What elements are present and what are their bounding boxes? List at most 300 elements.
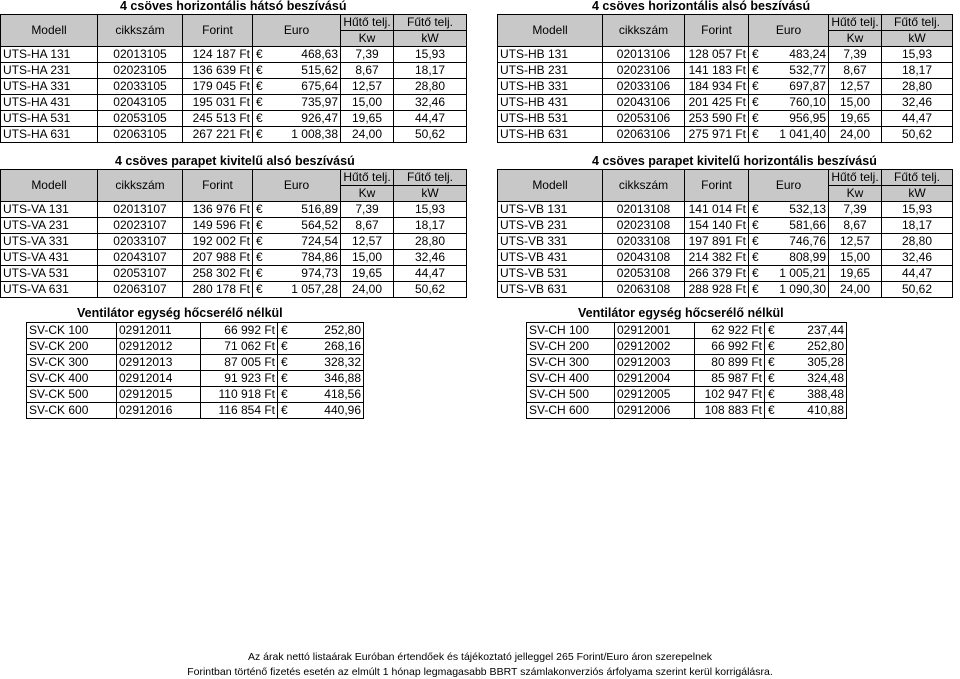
code-cell: 02043105	[98, 95, 183, 111]
euro-cell	[765, 355, 847, 371]
cooling-cell: 12,57	[341, 79, 394, 95]
euro-value: 724,54	[301, 234, 338, 248]
code-cell: 02063106	[603, 127, 685, 143]
euro-cell	[253, 218, 341, 234]
model-cell: SV-CH 100	[527, 323, 615, 339]
model-cell: UTS-VA 131	[1, 202, 98, 218]
model-cell: UTS-HA 331	[1, 79, 98, 95]
header-modell: Modell	[1, 170, 98, 202]
footer-note-1: Az árak nettó listaárak Euróban értendőek és tájékoztató jelleggel 265 Forint/Euro áron szerepelnek	[247, 651, 713, 663]
table-row	[1, 63, 467, 79]
euro-value: 808,99	[789, 250, 826, 264]
euro-cell	[749, 250, 829, 266]
euro-cell	[253, 282, 341, 298]
forint-cell: 102 947 Ft	[695, 387, 765, 403]
euro-cell	[765, 403, 847, 419]
code-cell: 02912006	[615, 403, 695, 419]
header-modell: Modell	[498, 170, 603, 202]
model-cell: UTS-HB 131	[498, 47, 603, 63]
table-row	[1, 202, 467, 218]
table-title-ha: 4 csöves horizontális hátsó beszívású	[120, 0, 347, 13]
heating-cell: 32,46	[394, 250, 467, 266]
heating-cell: 15,93	[882, 202, 953, 218]
euro-value: 784,86	[301, 250, 338, 264]
code-cell: 02912002	[615, 339, 695, 355]
footer-note-2: Forintban történő fizetés esetén az elmúlt 1 hónap legmagasabb BBRT számlakonverziós árfolyama szerint kerül korrigálásra.	[187, 666, 773, 678]
euro-symbol: €	[281, 323, 288, 337]
heating-cell: 18,17	[394, 63, 467, 79]
header-unit-huto: Kw	[829, 186, 882, 202]
model-cell: UTS-HB 631	[498, 127, 603, 143]
model-cell: SV-CH 300	[527, 355, 615, 371]
euro-symbol: €	[256, 282, 263, 296]
code-cell: 02033108	[603, 234, 685, 250]
euro-symbol: €	[768, 371, 775, 385]
euro-value: 735,97	[301, 95, 338, 109]
forint-cell: 207 988 Ft	[183, 250, 253, 266]
euro-value: 746,76	[789, 234, 826, 248]
euro-symbol: €	[752, 234, 759, 248]
euro-value: 974,73	[301, 266, 338, 280]
euro-cell	[253, 266, 341, 282]
heating-cell: 18,17	[394, 218, 467, 234]
euro-value: 305,28	[807, 355, 844, 369]
header-unit-huto: Kw	[341, 186, 394, 202]
forint-cell: 192 002 Ft	[183, 234, 253, 250]
forint-cell: 197 891 Ft	[685, 234, 749, 250]
header-forint: Forint	[183, 15, 253, 47]
euro-cell	[253, 47, 341, 63]
table-row	[527, 371, 847, 387]
euro-cell	[253, 234, 341, 250]
cooling-cell: 19,65	[341, 266, 394, 282]
euro-symbol: €	[752, 127, 759, 141]
forint-cell: 184 934 Ft	[685, 79, 749, 95]
euro-value: 760,10	[789, 95, 826, 109]
heating-cell: 32,46	[394, 95, 467, 111]
heating-cell: 32,46	[882, 250, 953, 266]
code-cell: 02053108	[603, 266, 685, 282]
forint-cell: 66 992 Ft	[201, 323, 278, 339]
table-row	[498, 218, 953, 234]
model-cell: SV-CH 600	[527, 403, 615, 419]
euro-symbol: €	[752, 95, 759, 109]
cooling-cell: 19,65	[829, 266, 882, 282]
table-row	[27, 403, 364, 419]
cooling-cell: 7,39	[341, 47, 394, 63]
euro-value: 324,48	[807, 371, 844, 385]
euro-symbol: €	[256, 127, 263, 141]
forint-cell: 91 923 Ft	[201, 371, 278, 387]
euro-value: 328,32	[324, 355, 361, 369]
heating-cell: 28,80	[882, 79, 953, 95]
code-cell: 02013107	[98, 202, 183, 218]
heating-cell: 32,46	[882, 95, 953, 111]
table-row	[1, 95, 467, 111]
euro-cell	[749, 95, 829, 111]
model-cell: UTS-HA 231	[1, 63, 98, 79]
table-row	[27, 371, 364, 387]
euro-cell	[253, 95, 341, 111]
euro-cell	[749, 79, 829, 95]
forint-cell: 141 014 Ft	[685, 202, 749, 218]
code-cell: 02912004	[615, 371, 695, 387]
table-row	[498, 127, 953, 143]
euro-symbol: €	[281, 387, 288, 401]
code-cell: 02063105	[98, 127, 183, 143]
euro-value: 346,88	[324, 371, 361, 385]
header-futo: Fűtő telj.	[394, 170, 467, 186]
header-cikkszam: cikkszám	[98, 170, 183, 202]
table-row	[27, 387, 364, 403]
cooling-cell: 7,39	[829, 202, 882, 218]
forint-cell: 136 976 Ft	[183, 202, 253, 218]
euro-symbol: €	[256, 95, 263, 109]
heating-cell: 44,47	[882, 111, 953, 127]
euro-cell	[253, 250, 341, 266]
header-cikkszam: cikkszám	[603, 15, 685, 47]
euro-value: 581,66	[789, 218, 826, 232]
euro-symbol: €	[256, 63, 263, 77]
header-futo: Fűtő telj.	[882, 170, 953, 186]
table-row	[1, 79, 467, 95]
model-cell: SV-CK 300	[27, 355, 117, 371]
euro-symbol: €	[256, 266, 263, 280]
price-table-ch	[526, 322, 847, 419]
price-table-hb	[497, 14, 953, 143]
forint-cell: 110 918 Ft	[201, 387, 278, 403]
euro-symbol: €	[752, 282, 759, 296]
forint-cell: 66 992 Ft	[695, 339, 765, 355]
forint-cell: 80 899 Ft	[695, 355, 765, 371]
forint-cell: 179 045 Ft	[183, 79, 253, 95]
table-row	[498, 282, 953, 298]
euro-symbol: €	[752, 79, 759, 93]
heating-cell: 28,80	[394, 234, 467, 250]
model-cell: UTS-HB 431	[498, 95, 603, 111]
table-row	[27, 355, 364, 371]
table-row	[27, 339, 364, 355]
header-unit-futo: kW	[882, 186, 953, 202]
euro-cell	[765, 339, 847, 355]
code-cell: 02023107	[98, 218, 183, 234]
cooling-cell: 8,67	[829, 63, 882, 79]
code-cell: 02023105	[98, 63, 183, 79]
model-cell: SV-CH 200	[527, 339, 615, 355]
table-title-ck: Ventilátor egység hőcserélő nélkül	[77, 306, 283, 320]
cooling-cell: 19,65	[341, 111, 394, 127]
table-row	[527, 387, 847, 403]
euro-value: 468,63	[301, 47, 338, 61]
euro-cell	[278, 403, 364, 419]
header-huto: Hűtő telj.	[829, 170, 882, 186]
code-cell: 02053107	[98, 266, 183, 282]
euro-symbol: €	[752, 250, 759, 264]
header-unit-futo: kW	[394, 186, 467, 202]
header-unit-futo: kW	[882, 31, 953, 47]
forint-cell: 62 922 Ft	[695, 323, 765, 339]
euro-value: 532,77	[789, 63, 826, 77]
forint-cell: 245 513 Ft	[183, 111, 253, 127]
heating-cell: 44,47	[394, 111, 467, 127]
code-cell: 02043106	[603, 95, 685, 111]
euro-cell	[749, 234, 829, 250]
forint-cell: 87 005 Ft	[201, 355, 278, 371]
table-row	[1, 282, 467, 298]
euro-value: 516,89	[301, 202, 338, 216]
code-cell: 02912001	[615, 323, 695, 339]
euro-symbol: €	[256, 202, 263, 216]
heating-cell: 50,62	[882, 127, 953, 143]
code-cell: 02063108	[603, 282, 685, 298]
forint-cell: 288 928 Ft	[685, 282, 749, 298]
model-cell: UTS-VB 431	[498, 250, 603, 266]
model-cell: UTS-HA 631	[1, 127, 98, 143]
euro-cell	[749, 282, 829, 298]
model-cell: UTS-VA 231	[1, 218, 98, 234]
header-modell: Modell	[498, 15, 603, 47]
model-cell: UTS-VB 531	[498, 266, 603, 282]
euro-symbol: €	[752, 111, 759, 125]
model-cell: SV-CK 500	[27, 387, 117, 403]
euro-cell	[278, 355, 364, 371]
code-cell: 02043108	[603, 250, 685, 266]
euro-symbol: €	[256, 234, 263, 248]
forint-cell: 116 854 Ft	[201, 403, 278, 419]
header-euro: Euro	[749, 15, 829, 47]
model-cell: UTS-HA 131	[1, 47, 98, 63]
code-cell: 02023108	[603, 218, 685, 234]
heating-cell: 28,80	[882, 234, 953, 250]
table-row	[1, 127, 467, 143]
model-cell: UTS-HA 431	[1, 95, 98, 111]
table-title-hb: 4 csöves horizontális alsó beszívású	[592, 0, 811, 13]
cooling-cell: 24,00	[341, 127, 394, 143]
euro-symbol: €	[752, 266, 759, 280]
euro-symbol: €	[256, 111, 263, 125]
table-row	[498, 202, 953, 218]
euro-value: 675,64	[301, 79, 338, 93]
cooling-cell: 12,57	[829, 79, 882, 95]
euro-symbol: €	[256, 218, 263, 232]
euro-value: 1 005,21	[779, 266, 826, 280]
forint-cell: 85 987 Ft	[695, 371, 765, 387]
euro-value: 440,96	[324, 403, 361, 417]
model-cell: SV-CK 600	[27, 403, 117, 419]
forint-cell: 141 183 Ft	[685, 63, 749, 79]
euro-value: 956,95	[789, 111, 826, 125]
forint-cell: 214 382 Ft	[685, 250, 749, 266]
header-unit-huto: Kw	[341, 31, 394, 47]
header-forint: Forint	[685, 170, 749, 202]
price-table-va	[0, 169, 467, 298]
model-cell: SV-CK 400	[27, 371, 117, 387]
table-row	[498, 234, 953, 250]
table-row	[498, 47, 953, 63]
euro-symbol: €	[752, 218, 759, 232]
cooling-cell: 15,00	[341, 95, 394, 111]
euro-symbol: €	[752, 202, 759, 216]
euro-cell	[765, 323, 847, 339]
euro-value: 1 041,40	[779, 127, 826, 141]
cooling-cell: 7,39	[341, 202, 394, 218]
table-row	[498, 79, 953, 95]
header-huto: Hűtő telj.	[829, 15, 882, 31]
euro-value: 418,56	[324, 387, 361, 401]
model-cell: UTS-HB 331	[498, 79, 603, 95]
forint-cell: 154 140 Ft	[685, 218, 749, 234]
header-euro: Euro	[253, 15, 341, 47]
forint-cell: 195 031 Ft	[183, 95, 253, 111]
code-cell: 02912016	[117, 403, 201, 419]
table-row	[527, 403, 847, 419]
code-cell: 02043107	[98, 250, 183, 266]
code-cell: 02912012	[117, 339, 201, 355]
price-table-vb	[497, 169, 953, 298]
cooling-cell: 8,67	[829, 218, 882, 234]
euro-cell	[749, 47, 829, 63]
heating-cell: 18,17	[882, 218, 953, 234]
code-cell: 02053105	[98, 111, 183, 127]
forint-cell: 258 302 Ft	[183, 266, 253, 282]
table-row	[498, 111, 953, 127]
cooling-cell: 8,67	[341, 218, 394, 234]
cooling-cell: 8,67	[341, 63, 394, 79]
euro-value: 1 008,38	[291, 127, 338, 141]
heating-cell: 50,62	[394, 127, 467, 143]
euro-cell	[765, 371, 847, 387]
table-row	[498, 95, 953, 111]
table-row	[527, 339, 847, 355]
table-row	[1, 218, 467, 234]
table-title-vb: 4 csöves parapet kivitelű horizontális beszívású	[592, 154, 877, 168]
heating-cell: 15,93	[394, 47, 467, 63]
table-row	[27, 323, 364, 339]
header-huto: Hűtő telj.	[341, 15, 394, 31]
header-futo: Fűtő telj.	[394, 15, 467, 31]
code-cell: 02013106	[603, 47, 685, 63]
euro-symbol: €	[768, 403, 775, 417]
euro-cell	[253, 63, 341, 79]
cooling-cell: 24,00	[341, 282, 394, 298]
forint-cell: 253 590 Ft	[685, 111, 749, 127]
forint-cell: 266 379 Ft	[685, 266, 749, 282]
euro-symbol: €	[768, 387, 775, 401]
heating-cell: 44,47	[394, 266, 467, 282]
euro-symbol: €	[768, 339, 775, 353]
table-row	[1, 111, 467, 127]
euro-value: 926,47	[301, 111, 338, 125]
cooling-cell: 12,57	[341, 234, 394, 250]
model-cell: UTS-VA 631	[1, 282, 98, 298]
cooling-cell: 7,39	[829, 47, 882, 63]
header-euro: Euro	[749, 170, 829, 202]
header-unit-futo: kW	[394, 31, 467, 47]
price-table-ha	[0, 14, 467, 143]
table-row	[1, 47, 467, 63]
euro-symbol: €	[281, 371, 288, 385]
euro-cell	[278, 387, 364, 403]
model-cell: UTS-HB 531	[498, 111, 603, 127]
code-cell: 02033106	[603, 79, 685, 95]
euro-symbol: €	[281, 339, 288, 353]
heating-cell: 44,47	[882, 266, 953, 282]
euro-symbol: €	[256, 79, 263, 93]
euro-value: 388,48	[807, 387, 844, 401]
header-unit-huto: Kw	[829, 31, 882, 47]
model-cell: UTS-HA 531	[1, 111, 98, 127]
euro-value: 410,88	[807, 403, 844, 417]
model-cell: UTS-VB 631	[498, 282, 603, 298]
model-cell: UTS-VB 331	[498, 234, 603, 250]
cooling-cell: 24,00	[829, 127, 882, 143]
code-cell: 02912014	[117, 371, 201, 387]
euro-value: 268,16	[324, 339, 361, 353]
code-cell: 02912005	[615, 387, 695, 403]
euro-cell	[253, 79, 341, 95]
heating-cell: 15,93	[394, 202, 467, 218]
euro-value: 237,44	[807, 323, 844, 337]
euro-cell	[253, 202, 341, 218]
model-cell: SV-CH 500	[527, 387, 615, 403]
euro-value: 483,24	[789, 47, 826, 61]
header-huto: Hűtő telj.	[341, 170, 394, 186]
euro-cell	[749, 111, 829, 127]
cooling-cell: 15,00	[829, 95, 882, 111]
euro-symbol: €	[256, 47, 263, 61]
table-row	[1, 234, 467, 250]
header-modell: Modell	[1, 15, 98, 47]
code-cell: 02912013	[117, 355, 201, 371]
table-row	[1, 266, 467, 282]
euro-symbol: €	[256, 250, 263, 264]
table-row	[527, 323, 847, 339]
euro-cell	[278, 371, 364, 387]
forint-cell: 149 596 Ft	[183, 218, 253, 234]
euro-symbol: €	[752, 47, 759, 61]
model-cell: UTS-VB 231	[498, 218, 603, 234]
forint-cell: 128 057 Ft	[685, 47, 749, 63]
model-cell: SV-CK 200	[27, 339, 117, 355]
heating-cell: 28,80	[394, 79, 467, 95]
euro-cell	[749, 218, 829, 234]
forint-cell: 201 425 Ft	[685, 95, 749, 111]
header-euro: Euro	[253, 170, 341, 202]
model-cell: UTS-VB 131	[498, 202, 603, 218]
cooling-cell: 24,00	[829, 282, 882, 298]
table-row	[1, 250, 467, 266]
code-cell: 02013108	[603, 202, 685, 218]
euro-cell	[749, 63, 829, 79]
table-row	[498, 266, 953, 282]
header-forint: Forint	[685, 15, 749, 47]
euro-cell	[253, 127, 341, 143]
code-cell: 02912015	[117, 387, 201, 403]
model-cell: UTS-VA 531	[1, 266, 98, 282]
cooling-cell: 19,65	[829, 111, 882, 127]
table-title-va: 4 csöves parapet kivitelű alsó beszívású	[115, 154, 355, 168]
forint-cell: 124 187 Ft	[183, 47, 253, 63]
euro-cell	[749, 202, 829, 218]
cooling-cell: 15,00	[829, 250, 882, 266]
table-row	[527, 355, 847, 371]
euro-value: 1 057,28	[291, 282, 338, 296]
header-cikkszam: cikkszám	[603, 170, 685, 202]
price-table-ck	[26, 322, 364, 419]
code-cell: 02013105	[98, 47, 183, 63]
euro-cell	[278, 323, 364, 339]
euro-symbol: €	[752, 63, 759, 77]
